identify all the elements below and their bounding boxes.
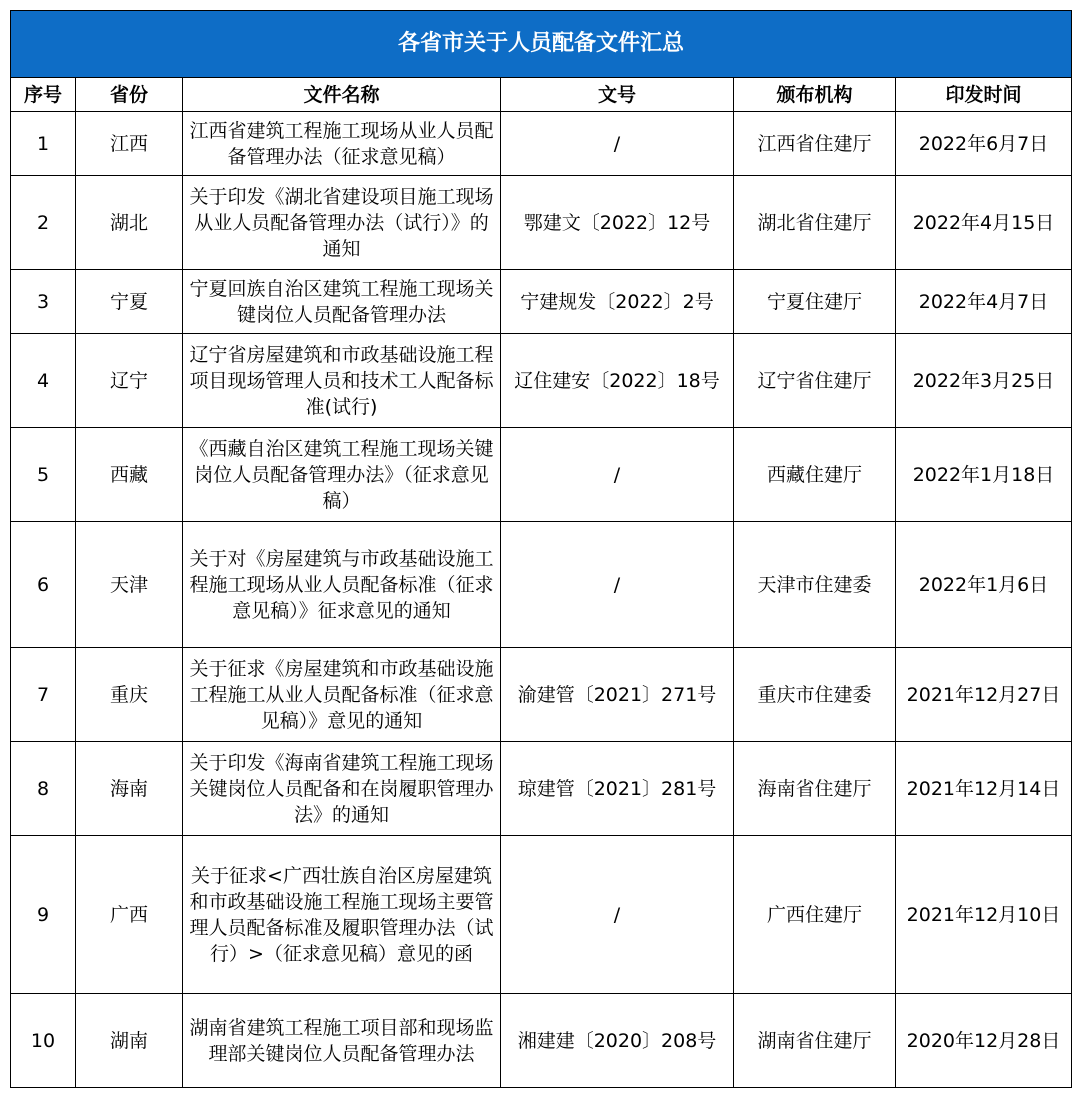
- cell-doc: 琼建管〔2021〕281号: [501, 742, 734, 836]
- cell-doc: /: [501, 112, 734, 176]
- cell-agency: 宁夏住建厅: [734, 270, 896, 334]
- cell-date: 2022年4月15日: [896, 176, 1072, 270]
- cell-date: 2021年12月27日: [896, 648, 1072, 742]
- cell-no: 5: [11, 428, 76, 522]
- cell-province: 湖北: [76, 176, 183, 270]
- cell-name: 辽宁省房屋建筑和市政基础设施工程项目现场管理人员和技术工人配备标准(试行): [183, 334, 501, 428]
- cell-date: 2022年1月18日: [896, 428, 1072, 522]
- cell-date: 2022年1月6日: [896, 522, 1072, 648]
- table-title: 各省市关于人员配备文件汇总: [11, 11, 1072, 78]
- cell-province: 江西: [76, 112, 183, 176]
- table-row: [11, 836, 1072, 994]
- table-row: [11, 176, 1072, 270]
- cell-agency: 湖北省住建厅: [734, 176, 896, 270]
- cell-agency: 西藏住建厅: [734, 428, 896, 522]
- header-name: 文件名称: [183, 78, 501, 112]
- cell-no: 2: [11, 176, 76, 270]
- table-body: [11, 112, 1072, 1088]
- cell-agency: 天津市住建委: [734, 522, 896, 648]
- cell-doc: 宁建规发〔2022〕2号: [501, 270, 734, 334]
- cell-no: 7: [11, 648, 76, 742]
- cell-date: 2022年6月7日: [896, 112, 1072, 176]
- cell-no: 6: [11, 522, 76, 648]
- header-date: 印发时间: [896, 78, 1072, 112]
- header-province: 省份: [76, 78, 183, 112]
- cell-doc: 鄂建文〔2022〕12号: [501, 176, 734, 270]
- cell-date: 2021年12月10日: [896, 836, 1072, 994]
- cell-doc: 湘建建〔2020〕208号: [501, 994, 734, 1088]
- table-row: [11, 742, 1072, 836]
- summary-table-container: [10, 10, 1071, 1088]
- cell-no: 9: [11, 836, 76, 994]
- cell-name: 湖南省建筑工程施工项目部和现场监理部关键岗位人员配备管理办法: [183, 994, 501, 1088]
- cell-province: 宁夏: [76, 270, 183, 334]
- cell-no: 3: [11, 270, 76, 334]
- cell-name: 关于征求<广西壮族自治区房屋建筑和市政基础设施工程施工现场主要管理人员配备标准及履职管理办法（试行）>（征求意见稿）意见的函: [183, 836, 501, 994]
- cell-agency: 湖南省住建厅: [734, 994, 896, 1088]
- cell-province: 辽宁: [76, 334, 183, 428]
- header-no: 序号: [11, 78, 76, 112]
- table-row: [11, 112, 1072, 176]
- cell-date: 2021年12月14日: [896, 742, 1072, 836]
- cell-province: 西藏: [76, 428, 183, 522]
- table-row: [11, 428, 1072, 522]
- cell-name: 关于印发《湖北省建设项目施工现场从业人员配备管理办法（试行）》的通知: [183, 176, 501, 270]
- cell-no: 10: [11, 994, 76, 1088]
- cell-name: 关于征求《房屋建筑和市政基础设施工程施工从业人员配备标准（征求意见稿）》意见的通知: [183, 648, 501, 742]
- cell-province: 天津: [76, 522, 183, 648]
- table-row: [11, 522, 1072, 648]
- cell-date: 2020年12月28日: [896, 994, 1072, 1088]
- cell-name: 关于对《房屋建筑与市政基础设施工程施工现场从业人员配备标准（征求意见稿）》征求意见的通知: [183, 522, 501, 648]
- cell-date: 2022年3月25日: [896, 334, 1072, 428]
- header-doc: 文号: [501, 78, 734, 112]
- cell-date: 2022年4月7日: [896, 270, 1072, 334]
- cell-province: 广西: [76, 836, 183, 994]
- summary-table: [10, 10, 1072, 1088]
- cell-name: 关于印发《海南省建筑工程施工现场关键岗位人员配备和在岗履职管理办法》的通知: [183, 742, 501, 836]
- cell-agency: 江西省住建厅: [734, 112, 896, 176]
- cell-name: 《西藏自治区建筑工程施工现场关键岗位人员配备管理办法》（征求意见稿）: [183, 428, 501, 522]
- cell-agency: 辽宁省住建厅: [734, 334, 896, 428]
- cell-no: 1: [11, 112, 76, 176]
- cell-no: 8: [11, 742, 76, 836]
- cell-province: 湖南: [76, 994, 183, 1088]
- cell-province: 重庆: [76, 648, 183, 742]
- cell-agency: 广西住建厅: [734, 836, 896, 994]
- table-row: [11, 334, 1072, 428]
- cell-doc: /: [501, 428, 734, 522]
- table-row: [11, 270, 1072, 334]
- header-row: [11, 78, 1072, 112]
- table-row: [11, 648, 1072, 742]
- cell-agency: 重庆市住建委: [734, 648, 896, 742]
- table-row: [11, 994, 1072, 1088]
- header-agency: 颁布机构: [734, 78, 896, 112]
- cell-doc: 辽住建安〔2022〕18号: [501, 334, 734, 428]
- cell-doc: /: [501, 522, 734, 648]
- cell-no: 4: [11, 334, 76, 428]
- cell-doc: 渝建管〔2021〕271号: [501, 648, 734, 742]
- cell-name: 江西省建筑工程施工现场从业人员配备管理办法（征求意见稿）: [183, 112, 501, 176]
- cell-province: 海南: [76, 742, 183, 836]
- cell-doc: /: [501, 836, 734, 994]
- cell-name: 宁夏回族自治区建筑工程施工现场关键岗位人员配备管理办法: [183, 270, 501, 334]
- cell-agency: 海南省住建厅: [734, 742, 896, 836]
